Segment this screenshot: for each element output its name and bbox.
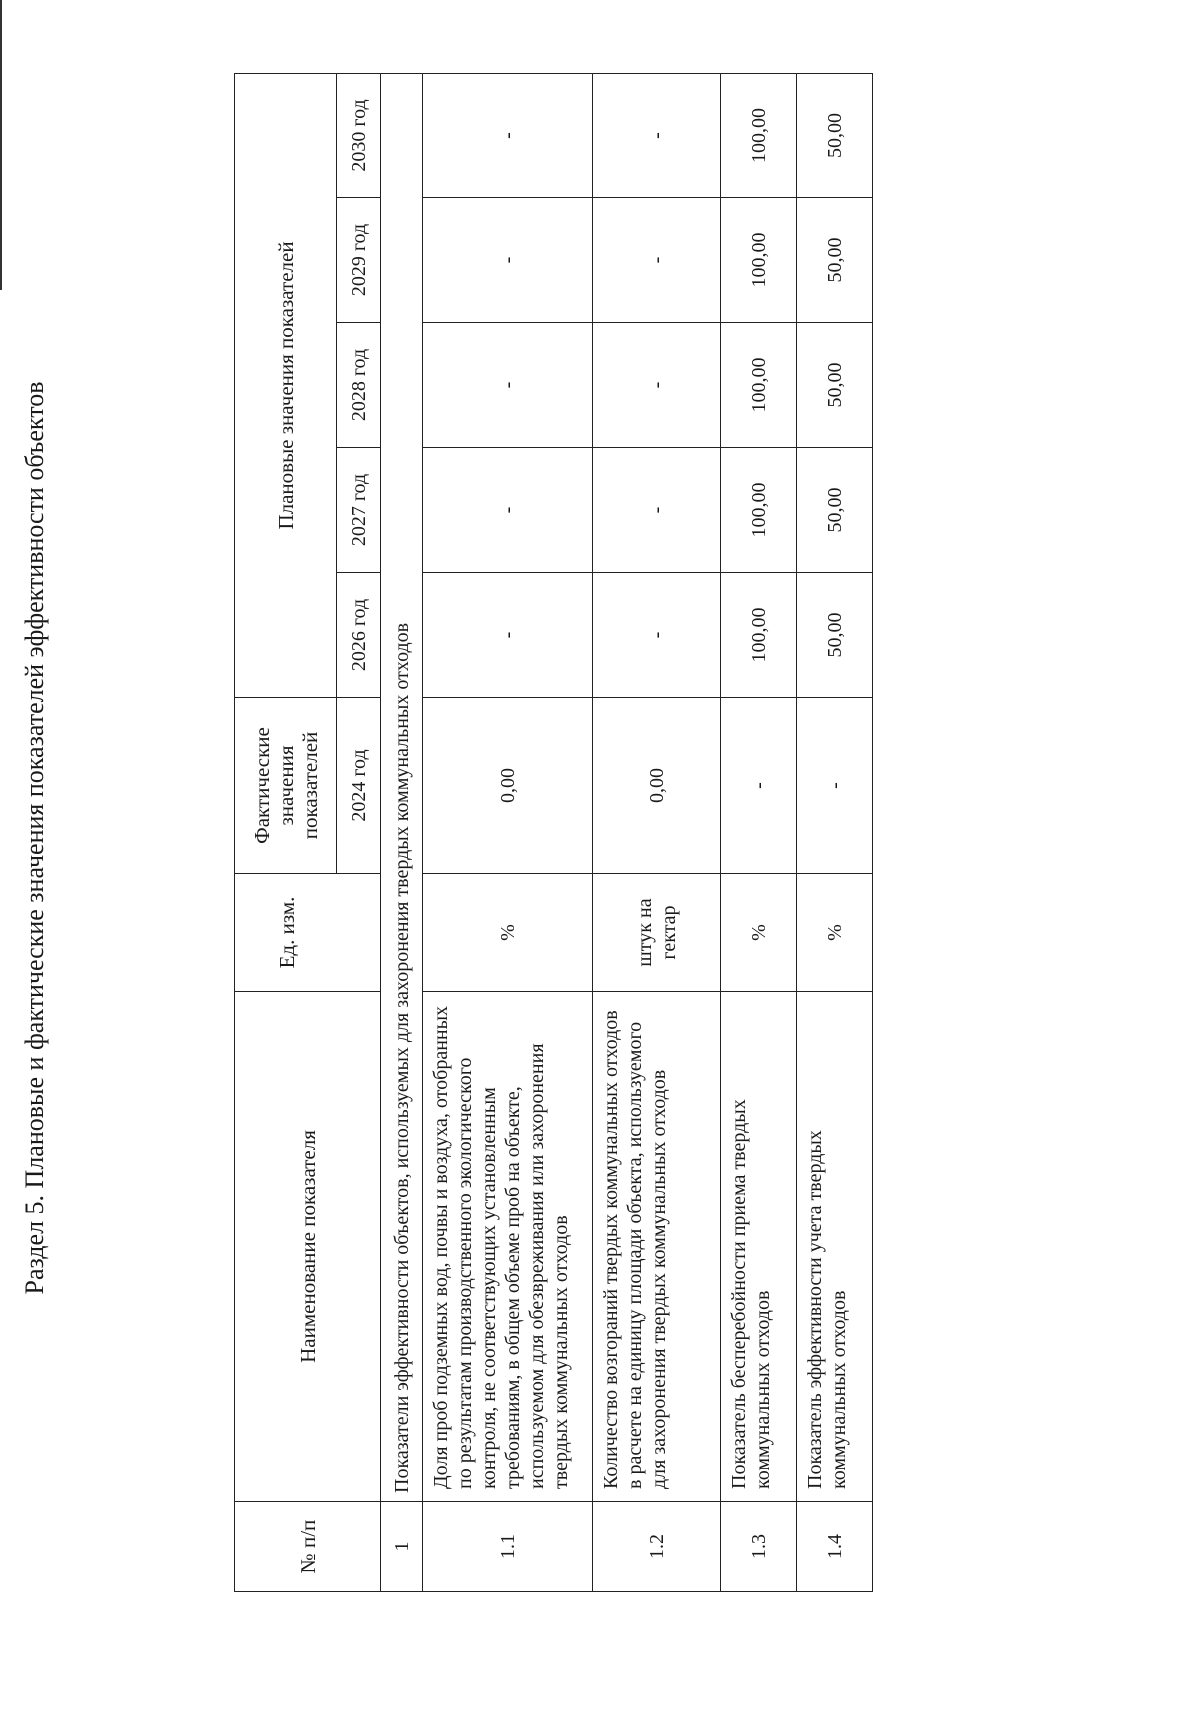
row-actual: 0,00 <box>423 698 593 874</box>
row-unit: штук на гектар <box>593 874 721 992</box>
indicators-table <box>234 73 873 1592</box>
row-planned-2029: 100,00 <box>721 198 797 323</box>
row-name: Доля проб подземных вод, почвы и воздуха, отобранных по результатам производственного экологического контроля, не соответствующих установленным требованиям, в общем объеме проб на объекте, используемом для обезвреживания или захоронения твердых коммунальных отходов <box>423 992 593 1502</box>
page-title: Раздел 5. Плановые и фактические значения показателей эффективности объектов <box>20 381 49 1295</box>
header-year-2030: 2030 год <box>337 73 381 197</box>
row-planned-2029: 50,00 <box>797 198 873 323</box>
row-planned-2028: 100,00 <box>721 323 797 448</box>
header-unit: Ед. изм. <box>235 874 381 992</box>
header-num: № п/п <box>235 1502 381 1592</box>
row-planned-2029: - <box>593 198 721 323</box>
row-unit: % <box>423 874 593 992</box>
section-title: Показатели эффективности объектов, используемых для захоронения твердых коммунальных отходов <box>381 73 423 1501</box>
row-num: 1.4 <box>797 1502 873 1592</box>
row-num: 1.3 <box>721 1502 797 1592</box>
row-planned-2027: - <box>423 448 593 573</box>
row-unit: % <box>797 874 873 992</box>
header-year-2027: 2027 год <box>337 448 381 573</box>
row-planned-2026: 100,00 <box>721 573 797 698</box>
row-num: 1.2 <box>593 1502 721 1592</box>
row-actual: 0,00 <box>593 698 721 874</box>
row-planned-2027: 50,00 <box>797 448 873 573</box>
row-planned-2026: 50,00 <box>797 573 873 698</box>
table-row <box>797 73 873 1591</box>
row-actual: - <box>797 698 873 874</box>
header-row-top <box>235 73 337 1591</box>
header-planned: Плановые значения показателей <box>235 73 337 697</box>
section-row <box>381 73 423 1591</box>
header-year-actual: 2024 год <box>337 698 381 874</box>
row-name: Показатель бесперебойности приема твердых коммунальных отходов <box>721 992 797 1502</box>
page-edge-line <box>0 0 2 290</box>
table-row <box>721 73 797 1591</box>
row-actual: - <box>721 698 797 874</box>
table-row <box>593 73 721 1591</box>
row-planned-2027: 100,00 <box>721 448 797 573</box>
header-year-2028: 2028 год <box>337 323 381 448</box>
rotated-document-page <box>18 48 1028 1628</box>
row-name: Показатель эффективности учета твердых коммунальных отходов <box>797 992 873 1502</box>
row-planned-2028: - <box>423 323 593 448</box>
row-planned-2028: 50,00 <box>797 323 873 448</box>
header-actual: Фактические значения показателей <box>235 698 337 874</box>
row-num: 1.1 <box>423 1502 593 1592</box>
row-name: Количество возгораний твердых коммунальных отходов в расчете на единицу площади объекта, используемого для захоронения твердых коммунальных отходов <box>593 992 721 1502</box>
section-num: 1 <box>381 1502 423 1592</box>
header-name: Наименование показателя <box>235 992 381 1502</box>
row-planned-2029: - <box>423 198 593 323</box>
row-planned-2028: - <box>593 323 721 448</box>
row-planned-2030: 100,00 <box>721 73 797 197</box>
row-planned-2030: - <box>593 73 721 197</box>
header-year-2029: 2029 год <box>337 198 381 323</box>
row-planned-2030: 50,00 <box>797 73 873 197</box>
header-year-2026: 2026 год <box>337 573 381 698</box>
table-row <box>423 73 593 1591</box>
row-unit: % <box>721 874 797 992</box>
row-planned-2030: - <box>423 73 593 197</box>
row-planned-2027: - <box>593 448 721 573</box>
row-planned-2026: - <box>593 573 721 698</box>
row-planned-2026: - <box>423 573 593 698</box>
